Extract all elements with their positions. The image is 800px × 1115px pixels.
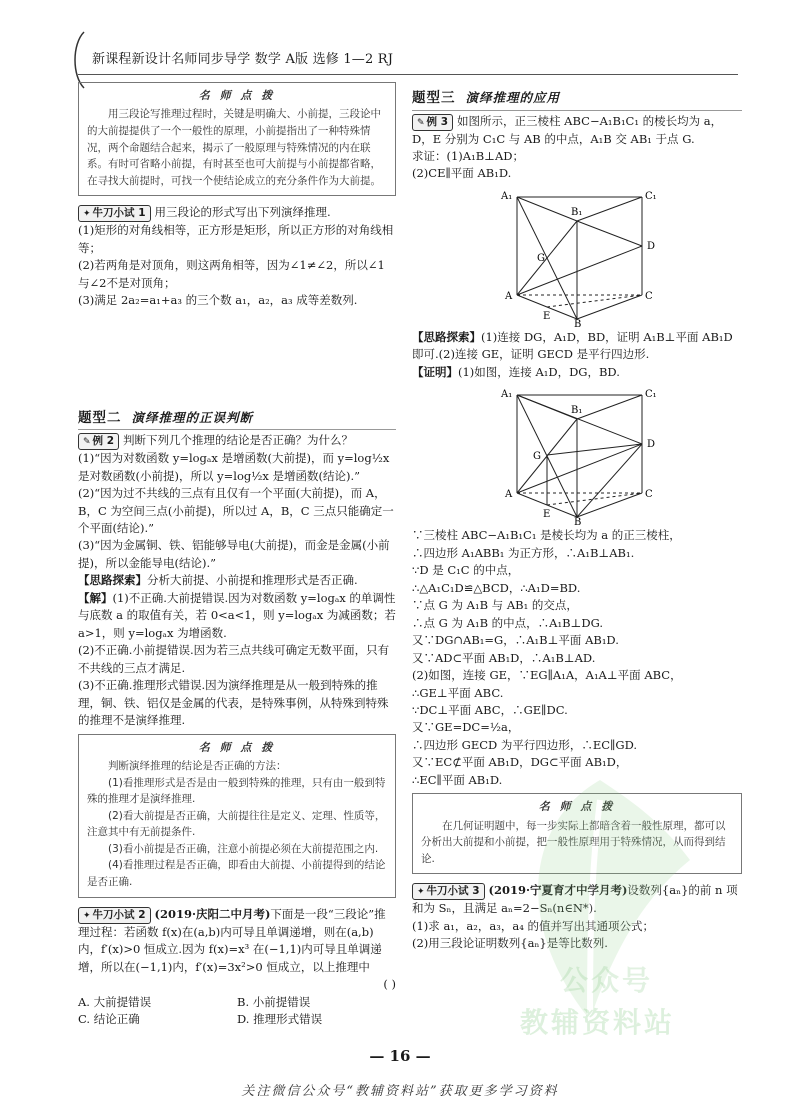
label-c: C xyxy=(645,290,653,302)
example-3-item: 求证：(1)A₁B⊥AD； xyxy=(412,148,524,163)
answer-blank: ( ) xyxy=(383,977,396,992)
option-d[interactable]: D. 推理形式错误 xyxy=(237,1011,323,1026)
trial-1-tag: ✦ 牛刀小试 1 xyxy=(78,205,151,222)
label-d: D xyxy=(647,439,656,451)
watermark-text-2: 教辅资料站 xyxy=(520,1006,676,1039)
section-2-title: 演绎推理的正误判断 xyxy=(131,409,254,425)
trial-1-item: (1)矩形的对角线相等，正方形是矩形，所以正方形的对角线相等； xyxy=(78,223,394,255)
example-3-question: 如图所示，正三棱柱 ABC−A₁B₁C₁ 的棱长均为 a，D，E 分别为 C₁C 与 AB 的中点，A₁B 交 AB₁ 于点 G. xyxy=(412,113,723,146)
proof-line: 又∵GE=DC=½a， xyxy=(412,720,520,735)
header-rule xyxy=(78,74,738,75)
watermark-text-1: 公众号 xyxy=(560,964,654,997)
example-3-tag: ✎ 例 3 xyxy=(412,114,453,131)
option-c[interactable]: C. 结论正确 xyxy=(78,1011,140,1026)
proof-line: ∴四边形 GECD 为平行四边形，∴EC∥GD. xyxy=(412,737,638,752)
teacher-tip-line: (3)看小前提是否正确，注意小前提必须在大前提范围之内. xyxy=(108,842,379,855)
solution-line: (1)不正确.大前提错误.因为对数函数 y=logₐx 的单调性与底数 a 的取值有关，若 0<a<1，则 y=logₐx 为减函数；若 a>1，则 y=logₐx 为增函数. xyxy=(78,590,396,640)
right-column xyxy=(412,82,742,953)
trial-1 xyxy=(78,204,396,309)
example-2-item: (1)“因为对数函数 y=logₐx 是增函数(大前提)，而 y=log½x 是对数函数(小前提)，所以 y=log½x 是增函数(结论).” xyxy=(78,451,390,483)
proof-line: ∵点 G 为 A₁B 与 AB₁ 的交点， xyxy=(412,598,578,613)
proof-line: ∴GE⊥平面 ABC. xyxy=(412,685,504,700)
teacher-tip-line: 判断演绎推理的结论是否正确的方法： xyxy=(108,760,287,772)
example-2-question: 判断下列几个推理的结论是否正确？为什么？ xyxy=(123,433,354,448)
trial-1-item: (2)若两角是对顶角，则这两角相等，因为∠1≠∠2，所以∠1与∠2不是对顶角； xyxy=(78,258,385,290)
trial-3-item: (2)用三段论证明数列{aₙ}是等比数列. xyxy=(412,936,608,951)
corner-decoration xyxy=(68,30,90,90)
proof-line: ∵D 是 C₁C 的中点， xyxy=(412,563,520,578)
proof-line: ∴点 G 为 A₁B 的中点，∴A₁B⊥DG. xyxy=(412,615,604,630)
teacher-tip-title: 名 师 点 拨 xyxy=(198,89,276,102)
page-header: 新课程新设计名师同步导学 数学 A版 选修 1—2 RJ xyxy=(92,52,394,67)
teacher-tip-title: 名 师 点 拨 xyxy=(538,800,616,814)
label-c1: C₁ xyxy=(645,389,657,401)
trial-2 xyxy=(78,906,396,1029)
section-3-heading xyxy=(412,88,742,111)
proof-line: 又∵EC⊄平面 AB₁D，DG⊂平面 AB₁D， xyxy=(412,755,628,770)
options xyxy=(78,994,396,1029)
trial-3-question: 设数列{aₙ}的前 n 项和为 Sₙ，且满足 aₙ=2−Sₙ(n∈N*). xyxy=(412,883,738,916)
label-g: G xyxy=(533,451,541,463)
proof-line: ∵DC⊥平面 ABC，∴GE∥DC. xyxy=(412,703,568,718)
label-a: A xyxy=(505,489,513,501)
trial-2-source: (2019·庆阳二中月考) xyxy=(154,906,271,921)
label-c1: C₁ xyxy=(645,190,657,202)
prism-figure-2 xyxy=(477,383,677,525)
label-b: B xyxy=(574,517,582,526)
spacer xyxy=(78,310,396,402)
teacher-tip-box-2 xyxy=(78,734,396,898)
proof-line: ∴△A₁C₁D≌△BCD，∴A₁D=BD. xyxy=(412,580,581,595)
trial-3 xyxy=(412,882,742,952)
star-icon: ✦ xyxy=(417,887,425,898)
thinking-text: (1)连接 DG，A₁D，BD，证明 A₁B⊥平面 AB₁D 即可.(2)连接 GE，证明 GECD 是平行四边形. xyxy=(412,329,733,362)
trial-2-text: 下面是一段“三段论”推理过程：若函数 f(x)在(a,b)内可导且单调递增，则在(a,b)内，f′(x)>0 恒成立.因为 f(x)=x³ 在(−1,1)内可导且单调递增，所以在(−1,1)内，f′(x)=3x²>0 恒成立，以上推理中 xyxy=(78,906,386,974)
teacher-tip-text: 用三段论写推理过程时，关键是明确大、小前提，三段论中的大前提提供了一个一般性的原理，小前提指出了一种特殊情况，两个命题结合起来，揭示了一般原理与特殊情况的内在联系。有时可省略小前提，有时甚至也可大前提与小前提都省略，在寻找大前提时，可找一个使结论成立的充分条件作为大前提。 xyxy=(87,108,381,187)
label-c: C xyxy=(645,489,653,501)
teacher-tip-line: (2)看大前提是否正确，大前提往往是定义、定理、性质等，注意其中有无前提条件. xyxy=(87,809,386,839)
proof-intro: (1)如图，连接 A₁D，DG，BD. xyxy=(458,364,620,379)
pencil-icon: ✎ xyxy=(83,437,91,448)
label-d: D xyxy=(647,240,656,252)
label-a: A xyxy=(505,290,513,302)
example-3 xyxy=(412,113,742,790)
teacher-tip-box-1 xyxy=(78,82,396,196)
solution-line: (2)不正确.小前提错误.因为若三点共线可确定无数平面，只有不共线的三点才满足. xyxy=(78,643,390,675)
teacher-tip-line: (4)看推理过程是否正确，即看由大前提、小前提得到的结论是否正确. xyxy=(87,859,386,889)
label-a1: A₁ xyxy=(501,389,513,401)
page-number: — 16 — xyxy=(369,1047,431,1065)
option-b[interactable]: B. 小前提错误 xyxy=(237,994,311,1009)
solution-line: (3)不正确.推理形式错误.因为演绎推理是从一般到特殊的推理，铜、铁、铝仅是金属的代表，是特殊事例，从特殊到特殊的推理不是演绎推理. xyxy=(78,678,389,728)
proof-line: ∵三棱柱 ABC−A₁B₁C₁ 是棱长均为 a 的正三棱柱， xyxy=(412,528,681,543)
trial-1-question: 用三段论的形式写出下列演绎推理. xyxy=(154,205,331,220)
trial-2-tag: ✦ 牛刀小试 2 xyxy=(78,907,151,924)
left-column xyxy=(78,82,396,1028)
section-3-label: 题型三 xyxy=(412,90,456,106)
trial-3-source: (2019·宁夏育才中学月考) xyxy=(488,883,628,898)
star-icon: ✦ xyxy=(83,209,91,220)
proof-line: (2)如图，连接 GE，∵EG∥A₁A，A₁A⊥平面 ABC， xyxy=(412,668,682,683)
section-2-heading xyxy=(78,408,396,431)
section-2-label: 题型二 xyxy=(78,409,122,426)
section-3-title: 演绎推理的应用 xyxy=(465,90,561,105)
label-a1: A₁ xyxy=(501,190,513,202)
example-2-item: (2)“因为过不共线的三点有且仅有一个平面(大前提)，而 A，B，C 为空间三点(小前提)，所以过 A，B，C 三点只能确定一个平面(结论).” xyxy=(78,486,394,535)
thinking-text: 分析大前提、小前提和推理形式是否正确. xyxy=(147,573,358,588)
proof-line: ∴EC∥平面 AB₁D. xyxy=(412,772,503,787)
label-e: E xyxy=(543,509,551,521)
label-b: B xyxy=(574,318,582,327)
proof-line: 又∵DG∩AB₁=G，∴A₁B⊥平面 AB₁D. xyxy=(412,633,619,648)
example-3-item: (2)CE∥平面 AB₁D. xyxy=(412,166,512,181)
example-2 xyxy=(78,432,396,730)
proof-line: ∴四边形 A₁ABB₁ 为正方形，∴A₁B⊥AB₁. xyxy=(412,545,635,560)
teacher-tip-title: 名 师 点 拨 xyxy=(198,740,276,754)
star-icon: ✦ xyxy=(83,910,91,921)
trial-3-item: (1)求 a₁，a₂，a₃，a₄ 的值并写出其通项公式； xyxy=(412,918,654,933)
solution-label: 【解】 xyxy=(78,590,113,605)
trial-1-item: (3)满足 2a₂=a₁+a₃ 的三个数 a₁，a₂，a₃ 成等差数列. xyxy=(78,293,358,308)
label-b1: B₁ xyxy=(571,206,583,218)
label-g: G xyxy=(537,252,545,264)
label-b1: B₁ xyxy=(571,405,583,417)
option-a[interactable]: A. 大前提错误 xyxy=(78,994,152,1009)
thinking-label: 【思路探索】 xyxy=(78,573,147,588)
teacher-tip-box-3 xyxy=(412,793,742,874)
proof-line: 又∵AD⊂平面 AB₁D，∴A₁B⊥AD. xyxy=(412,650,596,665)
prism-figure-1 xyxy=(477,185,677,327)
example-2-tag: ✎ 例 2 xyxy=(78,433,119,450)
thinking-label: 【思路探索】 xyxy=(412,329,481,344)
teacher-tip-text: 在几何证明题中，每一步实际上都暗含着一般性原理，都可以分析出大前提和小前提，把一般性原理用于特殊情况，从而得到结论. xyxy=(421,819,726,865)
footer-note: 关注微信公众号“教辅资料站”获取更多学习资料 xyxy=(241,1084,559,1099)
label-e: E xyxy=(543,310,551,322)
example-2-item: (3)“因为金属铜、铁、铝能够导电(大前提)，而金是金属(小前提)，所以金能导电(结论).” xyxy=(78,538,390,570)
proof-label: 【证明】 xyxy=(412,364,458,379)
trial-3-tag: ✦ 牛刀小试 3 xyxy=(412,883,485,900)
teacher-tip-line: (1)看推理形式是否是由一般到特殊的推理，只有由一般到特殊的推理才是演绎推理. xyxy=(87,776,386,806)
pencil-icon: ✎ xyxy=(417,117,425,128)
